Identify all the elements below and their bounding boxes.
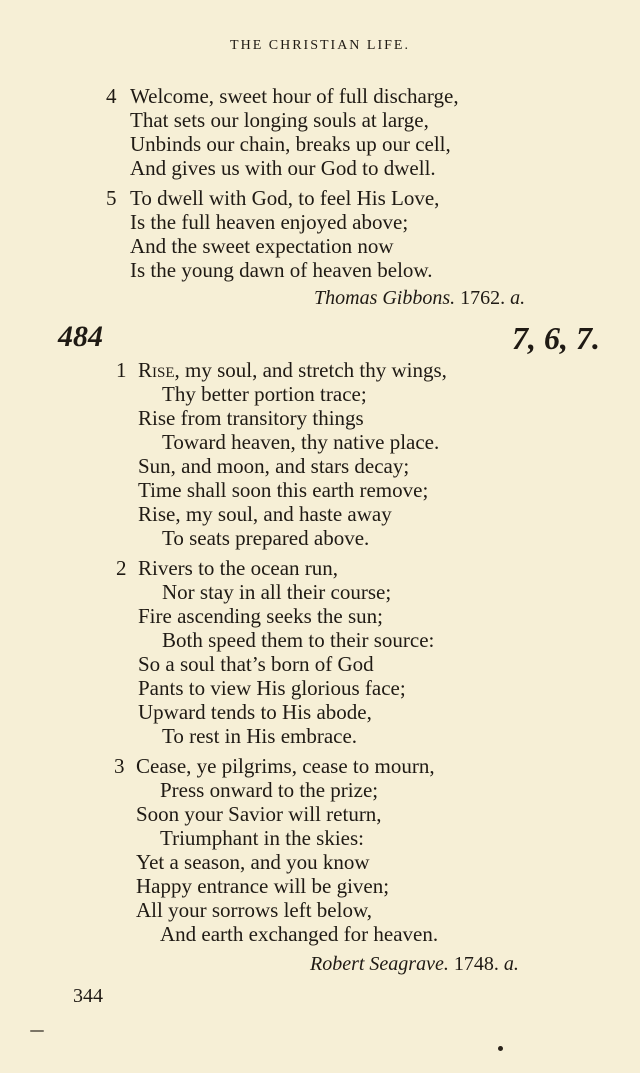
year: 1762.: [460, 287, 506, 309]
stanza-number: 2: [116, 556, 127, 580]
verse-line: Rise from transitory things: [138, 406, 364, 430]
prev-hymn-attribution: [314, 286, 525, 310]
verse-line: To rest in His embrace.: [162, 724, 358, 748]
verse-line: And the sweet expectation now: [130, 234, 394, 258]
verse-line: Pants to view His glorious face;: [138, 676, 406, 700]
page-number: 344: [73, 985, 103, 1007]
verse-line: Press onward to the prize;: [160, 778, 379, 802]
verse-line: Is the young dawn of heaven below.: [130, 258, 433, 282]
verse-line: Welcome, sweet hour of full discharge,: [130, 84, 459, 108]
verse-line: Cease, ye pilgrims, cease to mourn,: [136, 754, 435, 778]
verse-line: Toward heaven, thy native place.: [162, 430, 440, 454]
verse-line: That sets our longing souls at large,: [130, 108, 429, 132]
running-head: THE CHRISTIAN LIFE.: [230, 38, 410, 53]
stanza-number: 1: [116, 358, 127, 382]
verse-line: So a soul that’s born of God: [138, 652, 374, 676]
verse-line: Thy better portion trace;: [162, 382, 367, 406]
first-word: Rise: [138, 358, 175, 382]
hymn-number: 484: [58, 320, 103, 353]
verse-line: To dwell with God, to feel His Love,: [130, 186, 440, 210]
verse-line: Sun, and moon, and stars decay;: [138, 454, 410, 478]
verse-line: Is the full heaven enjoyed above;: [130, 210, 409, 234]
stanza-number: 5: [106, 186, 117, 210]
verse-line: To seats prepared above.: [162, 526, 370, 550]
author-name: Robert Seagrave.: [310, 953, 449, 975]
verse-line: And gives us with our God to dwell.: [130, 156, 436, 180]
year-annotation: a.: [510, 287, 526, 309]
verse-line: And earth exchanged for heaven.: [160, 922, 439, 946]
stanza-number: 3: [114, 754, 125, 778]
ink-mark: [30, 1030, 44, 1032]
verse-line: Fire ascending seeks the sun;: [138, 604, 383, 628]
year: 1748.: [453, 953, 499, 975]
hymn-meter: 7, 6, 7.: [512, 320, 600, 356]
verse-line: Nor stay in all their course;: [162, 580, 392, 604]
verse-line: Yet a season, and you know: [136, 850, 370, 874]
verse-line: Rise, my soul, and haste away: [138, 502, 392, 526]
ink-speck: [498, 1046, 503, 1051]
verse-line: Time shall soon this earth remove;: [138, 478, 429, 502]
stanza-number: 4: [106, 84, 117, 108]
verse-line: Triumphant in the skies:: [160, 826, 364, 850]
verse-line: Rivers to the ocean run,: [138, 556, 339, 580]
hymn-attribution: [310, 952, 519, 976]
verse-line: All your sorrows left below,: [136, 898, 373, 922]
verse-line: Happy entrance will be given;: [136, 874, 390, 898]
year-annotation: a.: [503, 953, 519, 975]
first-line-rest: , my soul, and stretch thy wings,: [174, 358, 447, 382]
author-name: Thomas Gibbons.: [314, 287, 456, 309]
verse-line: [138, 358, 447, 382]
verse-line: Unbinds our chain, breaks up our cell,: [130, 132, 451, 156]
verse-line: Upward tends to His abode,: [138, 700, 372, 724]
verse-line: Both speed them to their source:: [162, 628, 435, 652]
verse-line: Soon your Savior will return,: [136, 802, 382, 826]
